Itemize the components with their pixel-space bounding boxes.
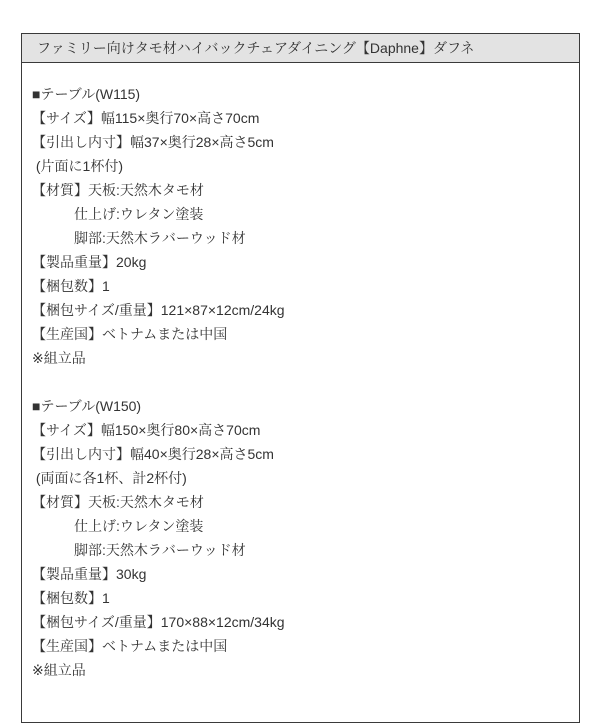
spec-line-drawer-note: (両面に各1杯、計2杯付) — [32, 470, 187, 486]
spec-line-drawer-note: (片面に1杯付) — [32, 158, 123, 174]
spec-line-assembly-note: ※組立品 — [32, 662, 86, 678]
spec-line-package-count: 【梱包数】1 — [32, 590, 110, 606]
section-heading: ■テーブル(W115) — [32, 86, 141, 102]
spec-line-size: 【サイズ】幅115×奥行70×高さ70cm — [32, 110, 260, 126]
spec-line-size: 【サイズ】幅150×奥行80×高さ70cm — [32, 422, 261, 438]
spec-section-table-w150 — [32, 394, 569, 682]
spec-section-table-w115 — [32, 82, 569, 370]
section-heading: ■テーブル(W150) — [32, 398, 142, 414]
spec-line-material-legs: 脚部:天然木ラバーウッド材 — [32, 230, 246, 246]
spec-line-material-finish: 仕上げ:ウレタン塗装 — [32, 518, 204, 534]
spec-line-package-count: 【梱包数】1 — [32, 278, 110, 294]
spec-line-package-size: 【梱包サイズ/重量】170×88×12cm/34kg — [32, 614, 285, 630]
spec-line-weight: 【製品重量】20kg — [32, 254, 147, 270]
section-spacer — [32, 370, 569, 394]
product-title-bar — [22, 34, 579, 63]
spec-line-material-top: 【材質】天板:天然木タモ材 — [32, 494, 204, 510]
product-title: ファミリー向けタモ材ハイバックチェアダイニング【Daphne】ダフネ — [37, 40, 475, 56]
spec-line-material-top: 【材質】天板:天然木タモ材 — [32, 182, 204, 198]
spec-line-drawer-size: 【引出し内寸】幅40×奥行28×高さ5cm — [32, 446, 274, 462]
spec-line-country: 【生産国】ベトナムまたは中国 — [32, 638, 228, 654]
spec-line-assembly-note: ※組立品 — [32, 350, 86, 366]
spec-line-weight: 【製品重量】30kg — [32, 566, 147, 582]
product-spec-panel — [21, 33, 580, 723]
spec-content — [22, 63, 579, 682]
spec-line-material-finish: 仕上げ:ウレタン塗装 — [32, 206, 204, 222]
spec-line-country: 【生産国】ベトナムまたは中国 — [32, 326, 228, 342]
spec-line-drawer-size: 【引出し内寸】幅37×奥行28×高さ5cm — [32, 134, 274, 150]
spec-line-material-legs: 脚部:天然木ラバーウッド材 — [32, 542, 246, 558]
spec-line-package-size: 【梱包サイズ/重量】121×87×12cm/24kg — [32, 302, 285, 318]
